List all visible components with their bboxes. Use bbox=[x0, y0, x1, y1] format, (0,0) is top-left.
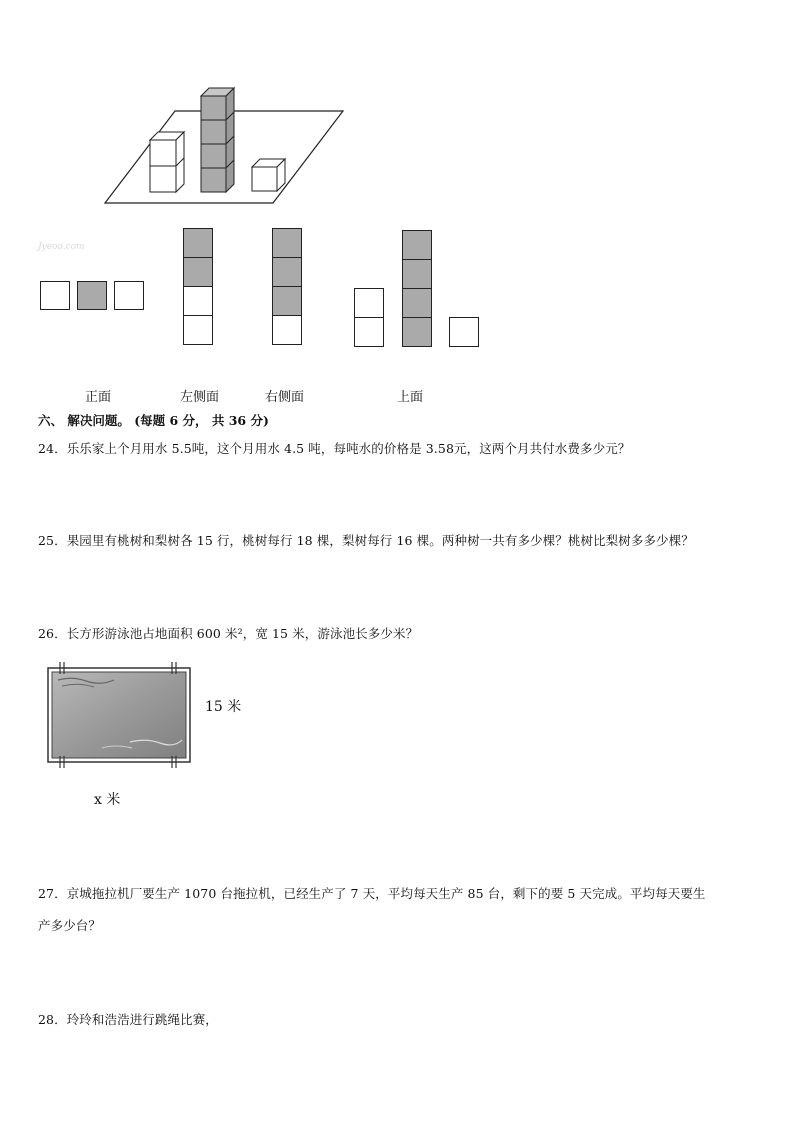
question-27-line1: 27．京城拖拉机厂要生产 1070 台拖拉机，已经生产了 7 天，平均每天生产 85 台，剩下的要 5 天完成。平均每天要生 bbox=[38, 886, 706, 901]
section-heading: 六、 解决问题。 (每题 6 分， 共 36 分) bbox=[38, 413, 269, 428]
pool-length-label: x 米 bbox=[94, 792, 121, 808]
question-27-line2: 产多少台？ bbox=[38, 918, 102, 933]
cube-stack-figure bbox=[100, 80, 350, 210]
label-right-side: 右侧面 bbox=[265, 390, 305, 405]
question-25: 25．果园里有桃树和梨树各 15 行，桃树每行 18 棵，梨树每行 16 棵。两种树一共有多少棵？桃树比梨树多多少棵？ bbox=[38, 533, 694, 548]
question-26: 26．长方形游泳池占地面积 600 米²，宽 15 米，游泳池长多少米？ bbox=[38, 626, 419, 641]
watermark: Jyeoo.com bbox=[38, 242, 85, 252]
cube-stack-four bbox=[201, 88, 234, 192]
cube-stack-two bbox=[150, 132, 184, 192]
label-left-side: 左侧面 bbox=[180, 390, 220, 405]
label-front: 正面 bbox=[85, 390, 112, 405]
question-24: 24．乐乐家上个月用水 5.5吨，这个月用水 4.5 吨，每吨水的价格是 3.58元，这两个月共付水费多少元？ bbox=[38, 441, 631, 456]
label-top: 上面 bbox=[397, 390, 424, 405]
pool-diagram bbox=[42, 658, 200, 770]
pool-width-label: 15 米 bbox=[205, 699, 242, 715]
cube-single bbox=[252, 159, 285, 191]
question-28: 28．玲玲和浩浩进行跳绳比赛， bbox=[38, 1012, 218, 1027]
